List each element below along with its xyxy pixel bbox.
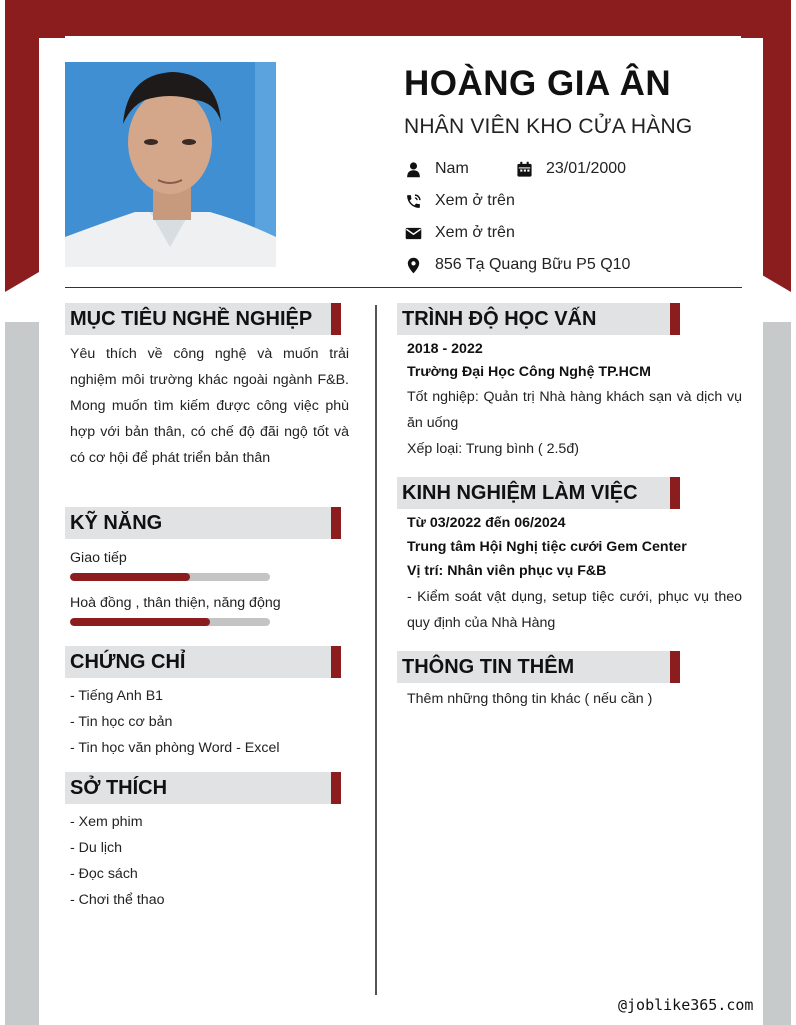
birthdate-row [515,160,626,178]
phone-icon [404,192,422,210]
accent-bar [670,651,680,683]
section-objective-header [65,303,341,335]
section-title: KỸ NĂNG [70,512,163,534]
objective-text: Yêu thích về công nghệ và muốn trải nghiệm môi trường khác ngoài ngành F&B. Mong muốn tìm kiếm được công việc phù hợp với bản thân, có chế độ đãi ngộ tốt và có cơ hội để phát triển bản thân [70,346,349,466]
accent-bar [670,477,680,509]
location-pin-icon [404,256,422,274]
experience-company: Trung tâm Hội Nghị tiệc cưới Gem Center [407,539,687,555]
section-certificates-header [65,646,341,678]
section-skills-header [65,507,341,539]
accent-bar [331,772,341,804]
section-extra-header [397,651,680,683]
profile-photo [65,62,276,267]
hobby-item: - Xem phim [70,814,143,830]
section-title: TRÌNH ĐỘ HỌC VẤN [402,308,597,330]
section-title: KINH NGHIỆM LÀM VIỆC [402,482,638,504]
skill-bar-fill [70,618,210,626]
watermark: @joblike365.com [618,996,754,1014]
calendar-icon [515,160,533,178]
gender-value: Nam [435,160,469,177]
email-row [404,224,515,242]
section-experience-header [397,477,680,509]
section-hobbies-header [65,772,341,804]
skill-label: Hoà đồng , thân thiện, năng động [70,595,281,611]
education-school: Trường Đại Học Công Nghệ TP.HCM [407,364,651,380]
phone-row [404,192,515,210]
education-grade: Xếp loại: Trung bình ( 2.5đ) [407,441,579,457]
education-degree: Tốt nghiệp: Quản trị Nhà hàng khách sạn và dịch vụ ăn uống [407,389,742,431]
experience-description: - Kiểm soát vật dụng, setup tiệc cưới, phục vụ theo quy định của Nhà Hàng [407,589,742,631]
section-title: MỤC TIÊU NGHỀ NGHIỆP [70,308,313,330]
header-divider [65,287,742,288]
certificate-item: - Tiếng Anh B1 [70,688,164,704]
phone-value: Xem ở trên [435,192,515,209]
birthdate-value: 23/01/2000 [546,160,627,177]
person-icon [404,160,422,178]
skill-bar [70,618,270,626]
email-icon [404,224,422,242]
accent-bar [670,303,680,335]
accent-bar [331,646,341,678]
section-title: SỞ THÍCH [70,777,168,799]
section-education-header [397,303,680,335]
education-period: 2018 - 2022 [407,341,483,357]
extra-info-text: Thêm những thông tin khác ( nếu cần ) [407,691,653,707]
accent-bar [331,303,341,335]
certificate-item: - Tin học văn phòng Word - Excel [70,740,280,756]
accent-bar [331,507,341,539]
job-title: NHÂN VIÊN KHO CỬA HÀNG [404,115,693,138]
hobby-item: - Đọc sách [70,866,138,882]
section-title: THÔNG TIN THÊM [402,656,575,678]
paper-top-edge [65,36,741,38]
experience-period: Từ 03/2022 đến 06/2024 [407,515,566,531]
certificate-item: - Tin học cơ bản [70,714,173,730]
address-value: 856 Tạ Quang Bữu P5 Q10 [435,256,631,273]
email-value: Xem ở trên [435,224,515,241]
address-row [404,256,630,274]
column-divider [375,305,377,995]
hobby-item: - Du lịch [70,840,123,856]
hobby-item: - Chơi thể thao [70,892,165,908]
skill-bar-fill [70,573,190,581]
section-title: CHỨNG CHỈ [70,651,186,673]
experience-position: Vị trí: Nhân viên phục vụ F&B [407,563,607,579]
skill-label: Giao tiếp [70,550,127,566]
skill-bar [70,573,270,581]
gender-row [404,160,469,178]
candidate-name: HOÀNG GIA ÂN [404,64,672,103]
